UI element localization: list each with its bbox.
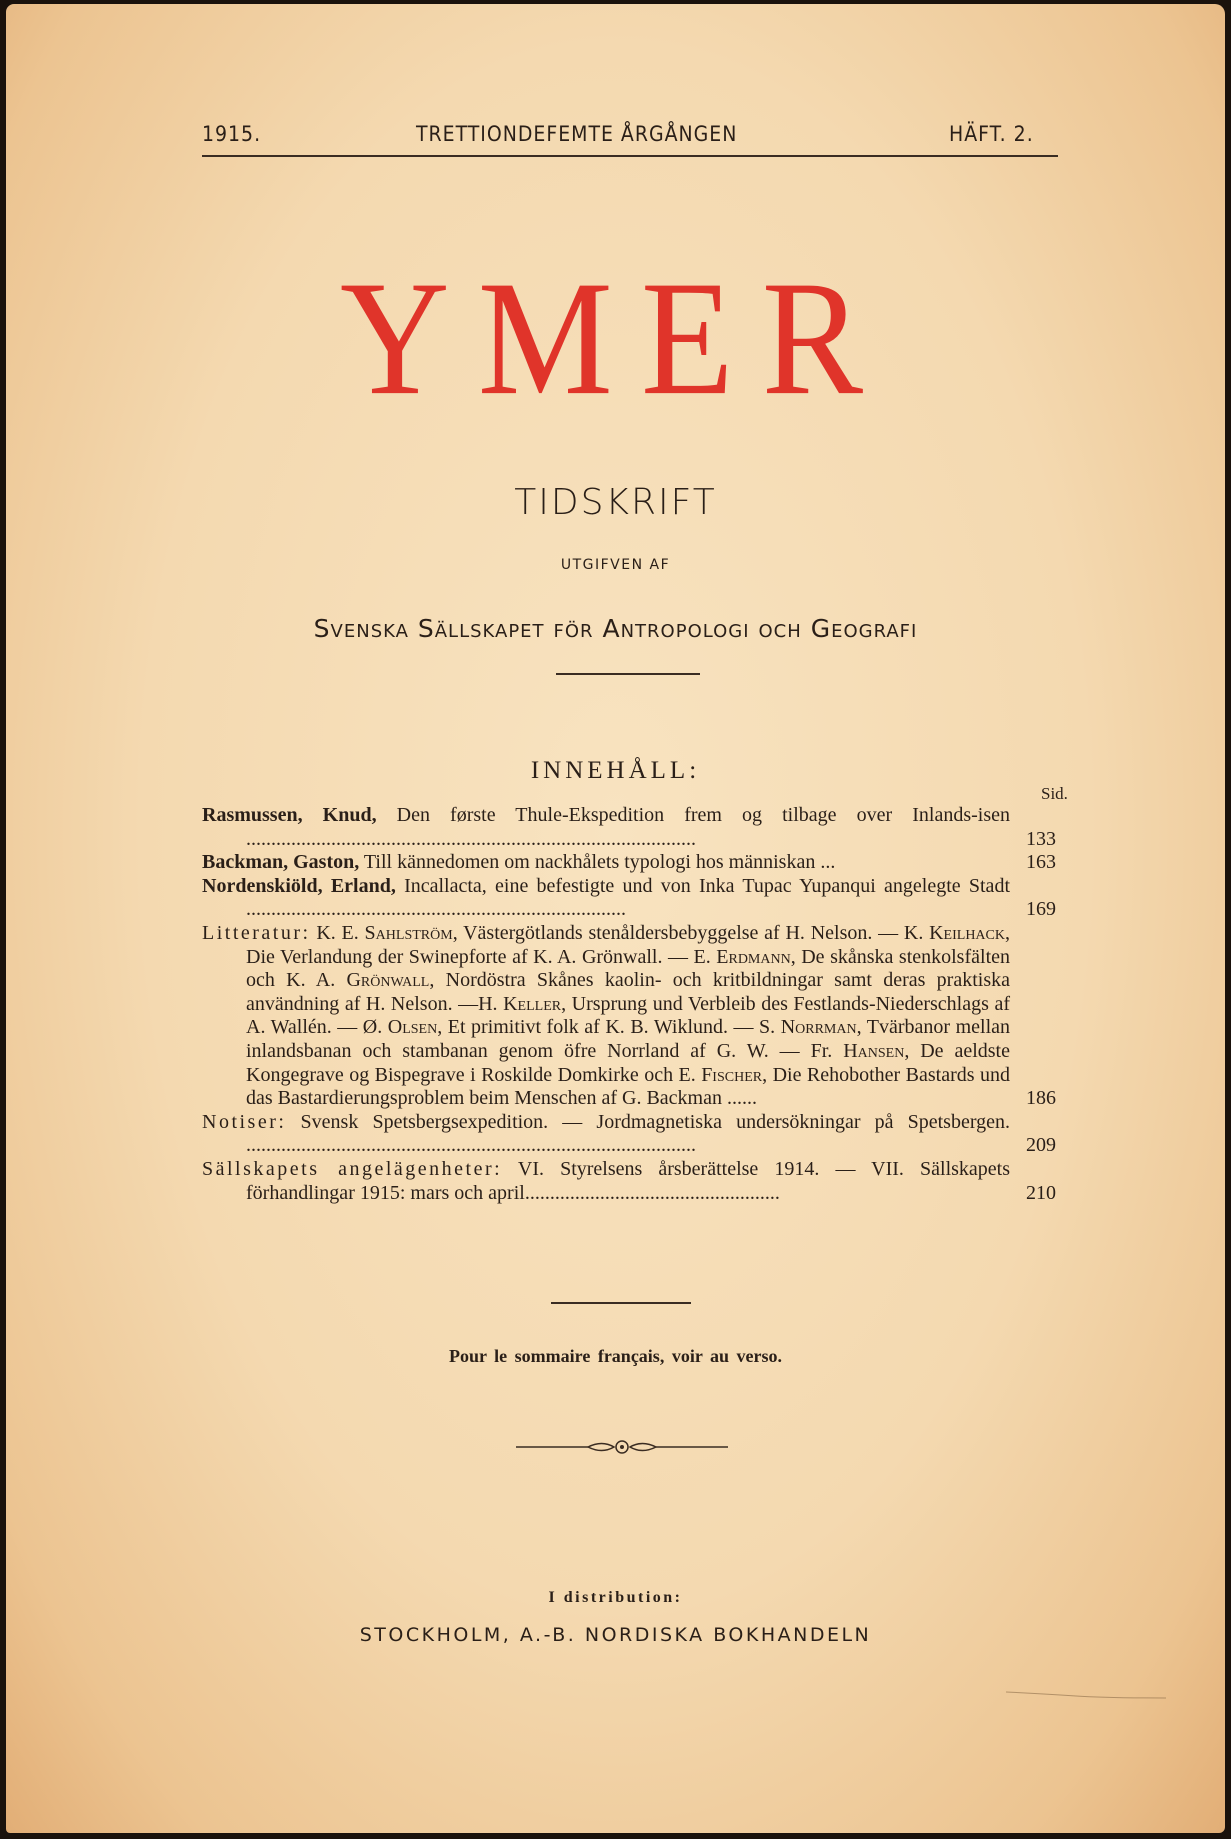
publisher-intro: UTGIFVEN AF [560, 557, 671, 573]
paper-crease [1006, 1688, 1166, 1700]
toc-leader: ... [820, 851, 836, 874]
toc-page: 169 [1026, 898, 1056, 921]
page-column-label: Sid. [1041, 784, 1068, 803]
toc-entry [202, 851, 1056, 875]
reviewed-author: Keilhack [929, 921, 1005, 944]
divider-rule [556, 673, 700, 675]
reviewed-author: Grönwall [346, 969, 430, 992]
reviewed-author: Norrman [780, 1016, 857, 1039]
toc-page: 133 [1026, 827, 1056, 850]
ornament-icon [516, 1436, 728, 1458]
toc-title: Den første Thule-Ekspedition frem og tilbage over Inlands-isen [376, 804, 1010, 826]
toc-page: 163 [1026, 851, 1056, 874]
year-label: 1915. [202, 122, 262, 146]
journal-cover [6, 4, 1225, 1833]
distribution-label: I distribution: [548, 1589, 683, 1606]
contents-heading: INNEHÅLL: [530, 757, 701, 784]
toc-section: Litteratur: [202, 921, 311, 944]
table-of-contents [202, 804, 1056, 1205]
toc-leader: ...... [726, 1087, 757, 1110]
reviewed-author: Keller [503, 992, 562, 1015]
toc-page: 186 [1026, 1087, 1056, 1110]
journal-title: YMER [339, 247, 892, 429]
reviewed-author: Fischer [701, 1063, 763, 1086]
toc-title: Svensk Spetsbergsexpedition. — Jordmagnetiska undersökningar på Spetsbergen. [286, 1110, 1010, 1133]
divider-rule [551, 1302, 691, 1304]
toc-section: Sällskapets angelägenheter: [202, 1157, 503, 1180]
toc-page: 209 [1026, 1134, 1056, 1157]
toc-entry [202, 875, 1056, 922]
reviewed-author: Olsen [387, 1016, 438, 1039]
toc-entry-litteratur [202, 922, 1056, 1111]
toc-title: Incallacta, eine befestigte und von Inka Tupac Yupanqui angelegte Stadt [395, 874, 1010, 897]
toc-leader: .......................................................................................... [246, 827, 696, 850]
toc-author: Backman, Gaston, [202, 851, 360, 874]
toc-entry [202, 804, 1056, 851]
journal-subtitle: TIDSKRIFT [514, 482, 717, 523]
issue-label: HÄFT. 2. [949, 122, 1034, 146]
reviewed-author: Sahlström [364, 921, 453, 944]
toc-author: Nordenskiöld, Erland, [202, 874, 396, 897]
toc-section: Notiser: [202, 1110, 287, 1133]
toc-entry [202, 1158, 1056, 1205]
toc-entry [202, 1111, 1056, 1158]
toc-author: Rasmussen, Knud, [202, 804, 377, 826]
reviewed-author: Hansen [843, 1039, 905, 1062]
volume-label: TRETTIONDEFEMTE ÅRGÅNGEN [416, 122, 738, 146]
toc-review-list: K. E. Sahlström, Västergötlands stenåldersbebyggelse af H. Nelson. — K. Keilhack, Die Verlandung der Swinepforte af K. A. Grönwall. — E. Erdmann, De skånska stenkolsfälten och K. A. Grönwall, Nordöstra Skånes kaolin- och kritbildningar samt deras praktiska användning af H. Nelson. —H. Keller, Ursprung und Verbleib des Festlands-Niederschlags af A. Wallén. — Ø. Olsen, Et primitivt folk af K. B. Wiklund. — S. Norrman, Tvärbanor mellan inlandsbanan och stambanan genom öfre Norrland af G. W. — Fr. Hansen, De aeldste Kongegrave og Bispegrave i Roskilde Domkirke och E. Fischer, Die Rehobother Bastards und das Bastardierungsproblem beim Menschen af G. Backman [246, 921, 1011, 1110]
toc-title: Till kännedomen om nackhålets typologi hos människan [359, 851, 821, 874]
distributor-name: STOCKHOLM, A.-B. NORDISKA BOKHANDELN [359, 1624, 872, 1646]
publisher-name: Svenska Sällskapet för Antropologi och Geografi [313, 614, 918, 643]
reviewed-author: Erdmann [716, 945, 791, 968]
toc-leader: .......................................................................................... [246, 1134, 696, 1157]
toc-title: VI. Styrelsens årsberättelse 1914. — VII. Sällskapets förhandlingar 1915: mars och april [246, 1157, 1010, 1204]
cover-header [202, 122, 1064, 154]
header-rule [202, 155, 1058, 157]
toc-page: 210 [1026, 1181, 1056, 1204]
french-summary-note: Pour le sommaire français, voir au verso. [449, 1346, 782, 1366]
toc-leader: ................................................... [524, 1181, 780, 1204]
toc-leader: ............................................................................ [246, 898, 626, 921]
